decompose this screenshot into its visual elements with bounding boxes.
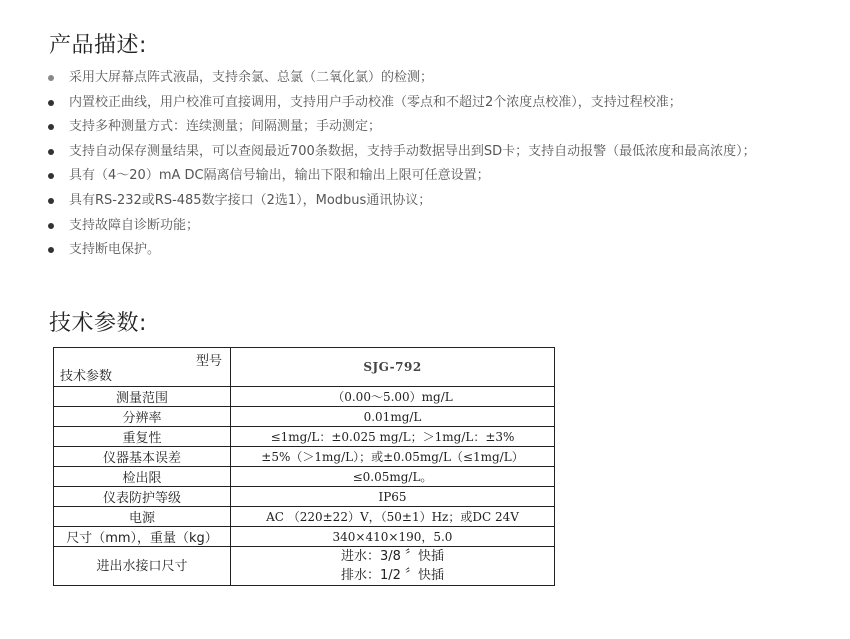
model-value: SJG-792 bbox=[363, 360, 422, 374]
bullet-icon bbox=[48, 124, 54, 130]
row-label: 电源 bbox=[54, 507, 231, 527]
table-row bbox=[54, 487, 555, 507]
feature-text: 支持多种测量方式：连续测量；间隔测量；手动测定； bbox=[69, 119, 382, 135]
bullet-icon bbox=[48, 247, 54, 253]
list-item bbox=[48, 164, 838, 189]
row-value: IP65 bbox=[231, 487, 555, 507]
bullet-icon bbox=[48, 173, 54, 179]
table-row bbox=[54, 427, 555, 447]
inlet-size: 进水：3/8 〞快插 bbox=[340, 549, 445, 564]
feature-text: 具有（4～20）mA DC隔离信号输出，输出下限和输出上限可任意设置； bbox=[69, 168, 490, 184]
table-row bbox=[54, 387, 555, 407]
feature-text: 内置校正曲线，用户校准可直接调用，支持用户手动校准（零点和不超过2个浓度点校准），支持过程校准； bbox=[69, 94, 682, 110]
feature-text: 支持自动保存测量结果，可以查阅最近700条数据，支持手动数据导出到SD卡；支持自动报警（最低浓度和最高浓度）； bbox=[69, 143, 756, 159]
list-item bbox=[48, 238, 838, 263]
bullet-icon bbox=[48, 149, 54, 155]
row-value: 0.01mg/L bbox=[231, 407, 555, 427]
feature-text: 支持故障自诊断功能； bbox=[69, 217, 200, 233]
row-label: 检出限 bbox=[54, 467, 231, 487]
row-label: 尺寸（mm），重量（kg） bbox=[54, 527, 231, 547]
bullet-icon bbox=[48, 100, 54, 106]
row-value: 340×410×190，5.0 bbox=[231, 527, 555, 547]
list-item bbox=[48, 115, 838, 140]
spec-table bbox=[53, 347, 555, 586]
list-item bbox=[48, 66, 838, 91]
row-label: 测量范围 bbox=[54, 387, 231, 407]
table-row bbox=[54, 447, 555, 467]
row-value: AC （220±22）V，（50±1）Hz；或DC 24V bbox=[231, 507, 555, 527]
row-value: ≤1mg/L：±0.025 mg/L；＞1mg/L：±3% bbox=[231, 427, 555, 447]
bullet-icon bbox=[48, 75, 54, 81]
outlet-size: 排水：1/2 〞快插 bbox=[340, 568, 445, 583]
feature-text: 具有RS-232或RS-485数字接口（2选1），Modbus通讯协议； bbox=[69, 192, 432, 208]
bullet-icon bbox=[48, 198, 54, 204]
model-name bbox=[231, 348, 555, 387]
table-row bbox=[54, 527, 555, 547]
feature-text: 支持断电保护。 bbox=[69, 242, 161, 258]
spec-title: 技术参数: bbox=[49, 311, 147, 336]
row-label: 仪器基本误差 bbox=[54, 447, 231, 467]
list-item bbox=[48, 140, 838, 165]
table-row bbox=[54, 507, 555, 527]
table-header-row bbox=[54, 348, 555, 387]
list-item bbox=[48, 214, 838, 239]
feature-list bbox=[48, 66, 838, 263]
bullet-icon bbox=[48, 223, 54, 229]
table-row bbox=[54, 547, 555, 586]
list-item bbox=[48, 189, 838, 214]
row-label: 分辨率 bbox=[54, 407, 231, 427]
product-description-title: 产品描述: bbox=[49, 33, 147, 58]
row-label: 重复性 bbox=[54, 427, 231, 447]
header-param-label: 技术参数 bbox=[60, 369, 113, 384]
feature-text: 采用大屏幕点阵式液晶，支持余氯、总氯（二氧化氯）的检测； bbox=[69, 70, 434, 85]
row-label: 进出水接口尺寸 bbox=[54, 547, 231, 586]
header-diagonal-cell bbox=[54, 348, 231, 387]
row-value: ≤0.05mg/L。 bbox=[231, 467, 555, 487]
row-label: 仪表防护等级 bbox=[54, 487, 231, 507]
list-item bbox=[48, 91, 838, 116]
row-value bbox=[231, 547, 555, 586]
row-value: （0.00～5.00）mg/L bbox=[231, 387, 555, 407]
table-row bbox=[54, 467, 555, 487]
header-model-label: 型号 bbox=[195, 354, 222, 369]
row-value: ±5%（＞1mg/L）；或±0.05mg/L（≤1mg/L） bbox=[231, 447, 555, 467]
table-row bbox=[54, 407, 555, 427]
